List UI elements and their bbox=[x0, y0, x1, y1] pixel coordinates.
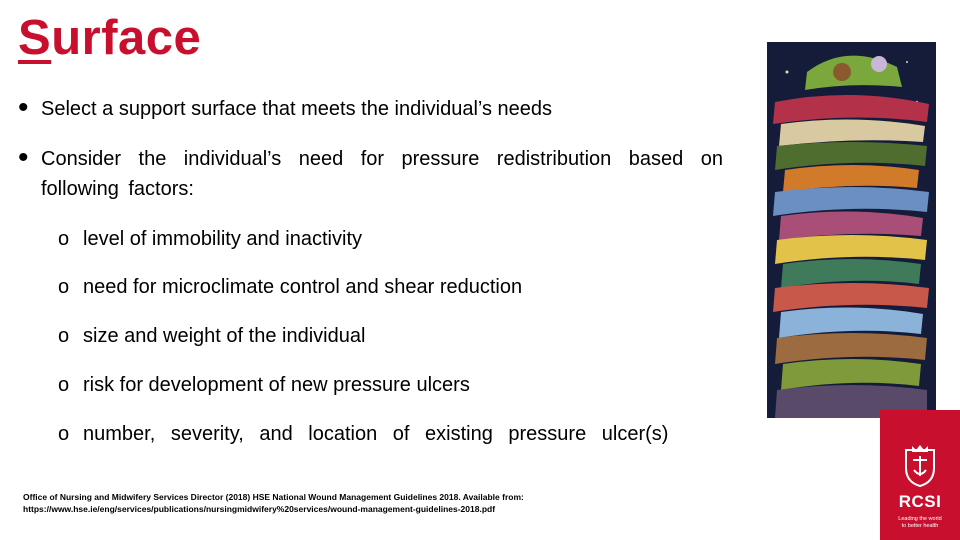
hollow-circle-icon: o bbox=[58, 374, 70, 396]
hollow-circle-icon: o bbox=[58, 276, 70, 298]
hollow-circle-icon: o bbox=[58, 228, 70, 250]
citation bbox=[23, 491, 723, 515]
logo-tagline-line: Leading the world bbox=[898, 516, 942, 522]
bullet-text: Consider the individual’s need for pressure redistribution based on following factors: bbox=[41, 148, 723, 200]
citation-line: Office of Nursing and Midwifery Services Director (2018) HSE National Wound Management Guidelines 2018. Available from: bbox=[23, 492, 524, 502]
bullet-dot-icon: • bbox=[18, 141, 29, 174]
sub-item-text: size and weight of the individual bbox=[83, 325, 366, 347]
rcsi-logo bbox=[880, 410, 960, 540]
title-rest: urface bbox=[51, 11, 202, 65]
sub-list-item bbox=[58, 272, 723, 302]
citation-link[interactable]: https://www.hse.ie/eng/services/publications/nursingmidwifery%20services/wound-management-guidelines-2018.pdf bbox=[23, 504, 496, 514]
sub-item-text: need for microclimate control and shear reduction bbox=[83, 276, 523, 298]
bullet-dot-icon: • bbox=[18, 91, 29, 124]
bullet-item bbox=[18, 91, 723, 124]
slide-title bbox=[18, 11, 202, 65]
title-first-letter: S bbox=[18, 11, 52, 65]
sub-item-text: risk for development of new pressure ulcers bbox=[83, 374, 470, 396]
sub-item-text: number, severity, and location of existing pressure ulcer(s) bbox=[83, 423, 669, 445]
logo-tagline-line: to better health bbox=[901, 523, 939, 529]
bullet-text: Select a support surface that meets the individual’s needs bbox=[41, 98, 553, 120]
hollow-circle-icon: o bbox=[58, 423, 70, 445]
logo-tagline bbox=[880, 516, 960, 530]
logo-name: RCSI bbox=[898, 492, 942, 511]
sub-list-item bbox=[58, 419, 723, 449]
sub-item-text: level of immobility and inactivity bbox=[83, 228, 362, 250]
crest-icon bbox=[902, 444, 938, 488]
sub-list-item bbox=[58, 224, 723, 254]
bullet-item bbox=[18, 141, 723, 204]
mattress-stack-drawing bbox=[767, 42, 936, 418]
sub-list-item bbox=[58, 321, 723, 351]
hollow-circle-icon: o bbox=[58, 325, 70, 347]
mattress-stack-illustration bbox=[767, 42, 936, 418]
sub-list-item bbox=[58, 370, 723, 400]
